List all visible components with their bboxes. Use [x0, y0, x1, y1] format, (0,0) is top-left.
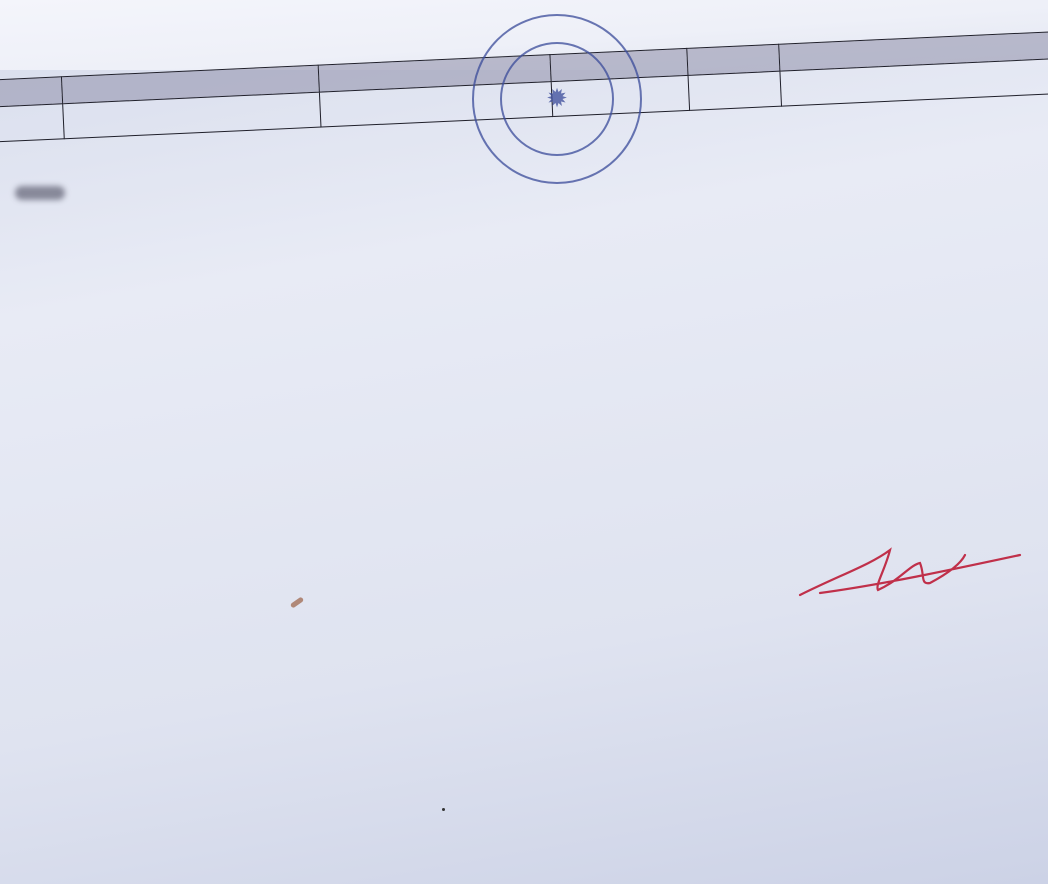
seal-emblem-icon: ✹	[546, 84, 568, 114]
handwritten-signature	[760, 535, 1040, 605]
official-seal	[472, 14, 642, 184]
paper-dot	[442, 808, 445, 811]
seal-inner-ring	[500, 42, 614, 156]
band-cell	[0, 77, 63, 108]
redaction-blot	[15, 186, 65, 200]
paper-speck	[290, 596, 304, 608]
committee-sn	[0, 104, 64, 143]
